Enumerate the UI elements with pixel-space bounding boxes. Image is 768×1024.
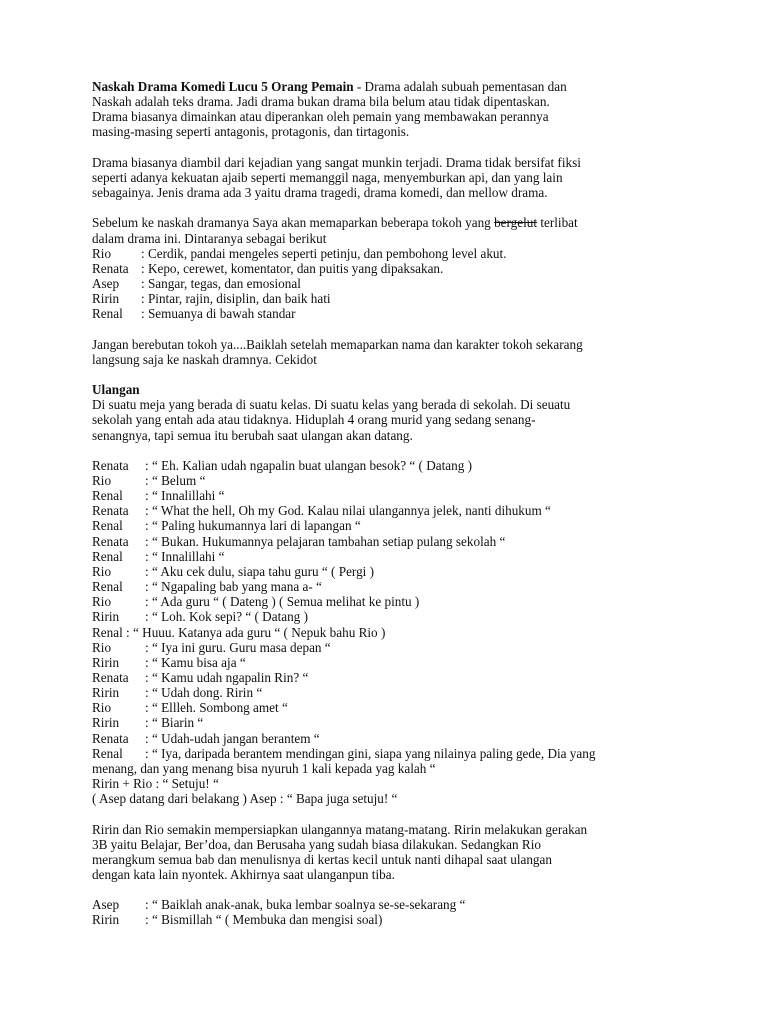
- dialogue-line: [92, 700, 692, 715]
- section-line-3: senangnya, tapi semua itu berubah saat ulangan akan datang.: [92, 427, 413, 443]
- character-row: [92, 291, 692, 306]
- character-row: [92, 246, 692, 261]
- dialogue-continuation: menang, dan yang menang bisa nyuruh 1 kali kepada yag kalah “: [92, 760, 436, 776]
- dialogue-text: : “ Biarin “: [145, 715, 204, 731]
- speaker: Rio: [92, 700, 112, 716]
- character-desc: : Pintar, rajin, disiplin, dan baik hati: [141, 291, 331, 307]
- dialogue-line: [92, 564, 692, 579]
- dialogue-text: : “ Udah dong. Ririn “: [145, 685, 263, 701]
- para3-line-2: dalam drama ini. Dintaranya sebagai berikut: [92, 230, 327, 246]
- dialogue-line: [92, 670, 692, 685]
- character-name: Ririn: [92, 291, 120, 307]
- dialogue-text: : “ Ellleh. Sombong amet “: [145, 700, 288, 716]
- character-row: [92, 276, 692, 291]
- intro-line-3: Drama biasanya dimainkan atau diperankan oleh pemain yang membawakan perannya: [92, 109, 549, 125]
- speaker: Renata: [92, 503, 129, 519]
- para4-line-1: Jangan berebutan tokoh ya....Baiklah setelah memaparkan nama dan karakter tokoh sekarang: [92, 336, 583, 352]
- dialogue-line: ( Asep datang dari belakang ) Asep : “ Bapa juga setuju! “: [92, 791, 398, 807]
- dialogue-text: : “ Iya ini guru. Guru masa depan “: [145, 639, 331, 655]
- dialogue-line: [92, 518, 692, 533]
- speaker: Ririn: [92, 609, 120, 625]
- dialogue-line: [92, 594, 692, 609]
- character-row: [92, 261, 692, 276]
- speaker: Rio: [92, 594, 112, 610]
- dialogue-text: : “ Innalillahi “: [145, 548, 225, 564]
- speaker: Renata: [92, 457, 129, 473]
- para4-line-2: langsung saja ke naskah dramnya. Cekidot: [92, 351, 317, 367]
- dialogue-text: : “ Loh. Kok sepi? “ ( Datang ): [145, 609, 308, 625]
- speaker: Rio: [92, 639, 112, 655]
- speaker: Rio: [92, 472, 112, 488]
- dialogue-text: : “ Iya, daripada berantem mendingan gini, siapa yang nilainya paling gede, Dia yang: [145, 745, 596, 761]
- dialogue-line: [92, 609, 692, 624]
- character-desc: : Semuanya di bawah standar: [141, 306, 296, 322]
- speaker: Renata: [92, 670, 129, 686]
- dialogue-text: : “ What the hell, Oh my God. Kalau nilai ulangannya jelek, nanti dihukum “: [145, 503, 551, 519]
- dialogue-text: : “ Kamu bisa aja “: [145, 654, 246, 670]
- dialogue-line: [92, 655, 692, 670]
- speaker: Renal: [92, 745, 123, 761]
- character-name: Rio: [92, 245, 112, 261]
- speaker: Renata: [92, 533, 129, 549]
- dialogue-text: : “ Eh. Kalian udah ngapalin buat ulangan besok? “ ( Datang ): [145, 457, 473, 473]
- dialogue-line: [92, 488, 692, 503]
- speaker: Renal: [92, 548, 123, 564]
- dialogue-line: [92, 579, 692, 594]
- dialogue-text: : “ Aku cek dulu, siapa tahu guru “ ( Pergi ): [145, 563, 375, 579]
- dialogue-line: [92, 912, 692, 927]
- para2-line-1: Drama biasanya diambil dari kejadian yang sangat munkin terjadi. Drama tidak bersifat fiksi: [92, 154, 581, 170]
- speaker: Renal: [92, 518, 123, 534]
- speaker: Asep: [92, 897, 120, 913]
- speaker: Ririn: [92, 715, 120, 731]
- document-title: Naskah Drama Komedi Lucu 5 Orang Pemain: [92, 79, 354, 94]
- speaker: Renal: [92, 488, 123, 504]
- intro-line-4: masing-masing seperti antagonis, protagonis, dan tirtagonis.: [92, 124, 410, 140]
- character-name: Renata: [92, 260, 129, 276]
- character-name: Asep: [92, 276, 120, 291]
- section-line-2: sekolah yang entah ada atau tidaknya. Hiduplah 4 orang murid yang sedang senang-: [92, 412, 536, 428]
- dialogue-line: Ririn + Rio : “ Setuju! “: [92, 776, 219, 792]
- dialogue-text: : “ Udah-udah jangan berantem “: [145, 730, 320, 746]
- dialogue-text: : “ Bukan. Hukumannya pelajaran tambahan setiap pulang sekolah “: [145, 533, 506, 549]
- dialogue-text: : “ Innalillahi “: [145, 488, 225, 504]
- dialogue-line: [92, 549, 692, 564]
- speaker: Ririn: [92, 654, 120, 670]
- dialogue-line: [92, 534, 692, 549]
- para5-line-4: dengan kata lain nyontek. Akhirnya saat ulanganpun tiba.: [92, 867, 395, 883]
- speaker: Ririn: [92, 912, 120, 928]
- character-row: [92, 306, 692, 321]
- document-page: [92, 79, 692, 928]
- para2-line-3: sebagainya. Jenis drama ada 3 yaitu drama tragedi, drama komedi, dan mellow drama.: [92, 185, 548, 201]
- dialogue-line: [92, 897, 692, 912]
- para5-line-1: Ririn dan Rio semakin mempersiapkan ulangannya matang-matang. Ririn melakukan gerakan: [92, 821, 588, 837]
- character-desc: : Kepo, cerewet, komentator, dan puitis yang dipaksakan.: [141, 260, 444, 276]
- dialogue-text: : “ Kamu udah ngapalin Rin? “: [145, 670, 309, 686]
- dialogue-text: : “ Ada guru “ ( Dateng ) ( Semua melihat ke pintu ): [145, 594, 420, 610]
- para5-line-3: merangkum semua bab dan menulisnya di kertas kecil untuk nanti dihapal saat ulangan: [92, 851, 552, 867]
- dialogue-text: : “ Paling hukumannya lari di lapangan “: [145, 518, 361, 534]
- section-line-1: Di suatu meja yang berada di suatu kelas. Di suatu kelas yang berada di sekolah. Di seuatu: [92, 397, 571, 413]
- dialogue-text: : “ Ngapaling bab yang mana a- “: [145, 579, 322, 595]
- character-desc: : Cerdik, pandai mengeles seperti petinju, dan pembohong level akut.: [141, 245, 507, 261]
- dialogue-line: [92, 458, 692, 473]
- intro-line-1: [92, 79, 692, 94]
- section-title: Ulangan: [92, 382, 140, 398]
- dialogue-line: [92, 715, 692, 730]
- dialogue-line: [92, 685, 692, 700]
- intro-line-2: Naskah adalah teks drama. Jadi drama bukan drama bila belum atau tidak dipentaskan.: [92, 94, 550, 110]
- dialogue-line: [92, 503, 692, 518]
- dialogue-text: : “ Belum “: [145, 472, 206, 488]
- para3-line-1: Sebelum ke naskah dramanya Saya akan memaparkan beberapa tokoh yang bergelut terlibat: [92, 215, 578, 231]
- dialogue-line: Renal : “ Huuu. Katanya ada guru “ ( Nepuk bahu Rio ): [92, 624, 386, 640]
- speaker: Ririn: [92, 685, 120, 701]
- speaker: Renal: [92, 579, 123, 595]
- character-name: Renal: [92, 306, 123, 322]
- para2-line-2: seperti adanya kekuatan ajaib seperti memanggil naga, menyemburkan api, dan yang lain: [92, 169, 563, 185]
- dialogue-line: [92, 731, 692, 746]
- character-desc: : Sangar, tegas, dan emosional: [141, 276, 301, 291]
- dialogue-text: : “ Baiklah anak-anak, buka lembar soalnya se-se-sekarang “: [145, 897, 466, 913]
- intro-text: - Drama adalah subuah pementasan dan: [353, 79, 567, 94]
- para5-line-2: 3B yaitu Belajar, Ber’doa, dan Berusaha yang sudah biasa dilakukan. Sedangkan Rio: [92, 836, 541, 852]
- speaker: Rio: [92, 563, 112, 579]
- dialogue-line: [92, 640, 692, 655]
- speaker: Renata: [92, 730, 129, 746]
- dialogue-line: [92, 473, 692, 488]
- dialogue-text: : “ Bismillah “ ( Membuka dan mengisi soal): [145, 912, 383, 928]
- dialogue-line: [92, 746, 692, 761]
- struck-word: bergelut: [494, 215, 538, 231]
